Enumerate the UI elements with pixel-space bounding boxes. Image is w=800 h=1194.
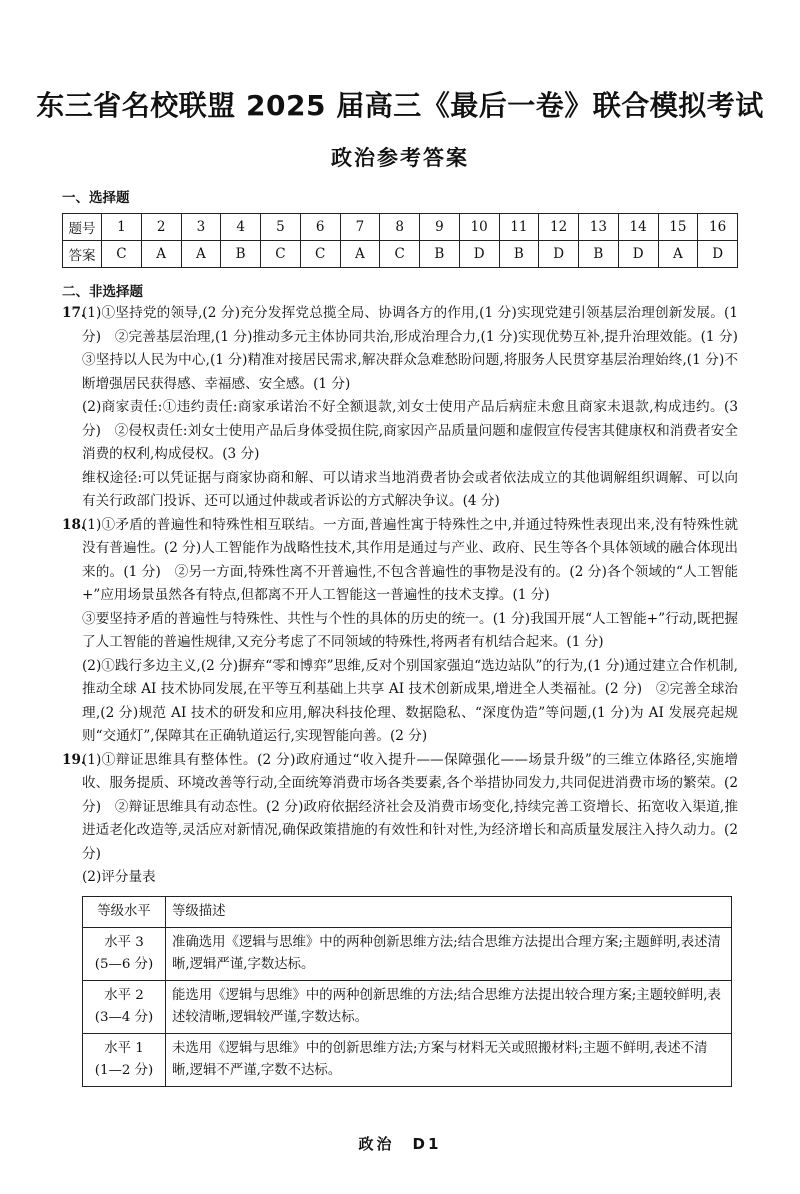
page-title: 东三省名校联盟 2025 届高三《最后一卷》联合模拟考试 [36,89,764,122]
rubric-row [83,927,732,980]
section-heading-choice: 一、选择题 [62,190,130,206]
question-number-cell: 9 [420,214,460,241]
rubric-level-name: 水平 1 [104,1040,144,1056]
question-number-cell: 8 [380,214,420,241]
question-number-cell: 7 [340,214,380,241]
answer-cell: B [579,241,619,268]
answer-table-answer-row [63,241,738,268]
answer-cell: C [380,241,420,268]
table-header-cell: 答案 [63,241,102,268]
page-subtitle: 政治参考答案 [331,146,469,170]
question-number-cell: 2 [141,214,181,241]
answer-paragraph: (1)①矛盾的普遍性和特殊性相互联结。一方面,普遍性寓于特殊性之中,并通过特殊性表现出来,没有特殊性就没有普遍性。(2 分)人工智能作为战略性技术,其作用是通过与产业、政府、民生等各个具体领域的融合体现出来的。(1 分) ②另一方面,特殊性离不开普遍性,不包含普遍性的事物是没有的。(2 分)各个领域的“人工智能+”应用场景虽然各有特点,但都离不开人工智能这一普遍性的技术支撑。(1 分) [82,516,738,603]
answer-cell: D [539,241,579,268]
question-number-cell: 14 [618,214,658,241]
rubric-desc: 准确选用《逻辑与思维》中的两种创新思维方法;结合思维方法提出合理方案;主题鲜明,表述清晰,逻辑严谨,字数达标。 [166,927,732,980]
question-17 [62,302,752,514]
question-18 [62,514,738,749]
answer-cell: B [221,241,261,268]
rubric-level-name: 水平 2 [104,987,144,1003]
answer-cell: D [459,241,499,268]
table-header-cell: 题号 [63,214,102,241]
question-number: 19. [62,751,86,768]
question-number-cell: 10 [459,214,499,241]
answer-cell: A [658,241,698,268]
question-number-cell: 4 [221,214,261,241]
rubric-header-level: 等级水平 [83,896,166,927]
question-number-cell: 12 [539,214,579,241]
question-number-cell: 6 [300,214,340,241]
question-number-cell: 11 [499,214,539,241]
answer-table [62,213,738,268]
answer-cell: D [698,241,738,268]
question-number: 18. [62,516,86,533]
answer-paragraph: (1)①坚持党的领导,(2 分)充分发挥党总揽全局、协调各方的作用,(1 分)实现党建引领基层治理创新发展。(1 分) ②完善基层治理,(1 分)推动多元主体协同共治,形成治理合力,(1 分)实现优势互补,提升治理效能。(1 分) ③坚持以人民为中心,(1 分)精准对接居民需求,解决群众急难愁盼问题,将服务人民贯穿基层治理始终,(1 分)不断增强居民获得感、幸福感、安全感。(1 分) [82,305,752,392]
answer-cell: C [102,241,142,268]
page-footer: 政治 D1 [358,1135,442,1153]
rubric-table [82,896,732,1087]
rubric-row [83,980,732,1033]
rubric-level [83,1033,166,1086]
answer-cell: D [618,241,658,268]
answer-cell: A [141,241,181,268]
question-number-cell: 16 [698,214,738,241]
answer-paragraph: (2)评分量表 [82,869,156,885]
question-number-cell: 13 [579,214,619,241]
rubric-level [83,980,166,1033]
answer-paragraph: 维权途径:可以凭证据与商家协商和解、可以请求当地消费者协会或者依法成立的其他调解组织调解、可以向有关行政部门投诉、还可以通过仲裁或者诉讼的方式解决争议。(4 分) [82,469,738,509]
rubric-level-range: (3—4 分) [94,1009,154,1025]
answer-cell: B [499,241,539,268]
section-heading-nonchoice: 二、非选择题 [62,284,143,300]
answer-cell: B [420,241,460,268]
rubric-level-range: (1—2 分) [94,1062,154,1078]
rubric-header-desc: 等级描述 [166,896,732,927]
answer-cell: A [181,241,221,268]
question-number-cell: 5 [261,214,301,241]
answer-paragraph: ③要坚持矛盾的普遍性与特殊性、共性与个性的具体的历史的统一。(1 分)我国开展“人工智能+”行动,既把握了人工智能的普遍性规律,又充分考虑了不同领域的特殊性,将两者有机结合起来。(1 分) [82,610,738,650]
rubric-level-range: (5—6 分) [94,956,154,972]
rubric-level [83,927,166,980]
answer-paragraph: (1)①辩证思维具有整体性。(2 分)政府通过“收入提升——保障强化——场景升级”的三维立体路径,实施增收、服务提质、环境改善等行动,全面统筹消费市场各类要素,各个举措协同发力,共同促进消费市场的繁荣。(2 分) ②辩证思维具有动态性。(2 分)政府依据经济社会及消费市场变化,持续完善工资增长、拓宽收入渠道,推进适老化改造等,灵活应对新情况,确保政策措施的有效性和针对性,为经济增长和高质量发展注入持久动力。(2 分) [82,751,738,862]
question-number: 17. [62,305,86,321]
rubric-level-name: 水平 3 [104,934,144,950]
question-19 [62,749,738,890]
answer-table-number-row [63,214,738,241]
answer-cell: A [340,241,380,268]
question-number-cell: 1 [102,214,142,241]
rubric-desc: 能选用《逻辑与思维》中的两种创新思维的方法;结合思维方法提出较合理方案;主题较鲜明,表述较清晰,逻辑较严谨,字数达标。 [166,980,732,1033]
rubric-desc: 未选用《逻辑与思维》中的创新思维方法;方案与材料无关或照搬材料;主题不鲜明,表述不清晰,逻辑不严谨,字数不达标。 [166,1033,732,1086]
answer-paragraph: (2)①践行多边主义,(2 分)摒弃“零和博弈”思维,反对个别国家强迫“选边站队”的行为,(1 分)通过建立合作机制,推动全球 AI 技术协同发展,在平等互利基础上共享 AI 技术创新成果,增进全人类福祉。(2 分) ②完善全球治理,(2 分)规范 AI 技术的研发和应用,解决科技伦理、数据隐私、“深度伪造”等问题,(1 分)为 AI 发展亮起规则“交通灯”,保障其在正确轨道运行,实现智能向善。(2 分) [82,657,738,744]
rubric-header-row [83,896,732,927]
answer-cell: C [261,241,301,268]
rubric-row [83,1033,732,1086]
answers-body [62,302,752,1087]
question-number-cell: 3 [181,214,221,241]
answer-paragraph: (2)商家责任:①违约责任:商家承诺治不好全额退款,刘女士使用产品后病症未愈且商家未退款,构成违约。(3 分) ②侵权责任:刘女士使用产品后身体受损住院,商家因产品质量问题和虚假宣传侵害其健康权和消费者安全消费的权利,构成侵权。(3 分) [82,399,738,462]
answer-cell: C [300,241,340,268]
question-number-cell: 15 [658,214,698,241]
